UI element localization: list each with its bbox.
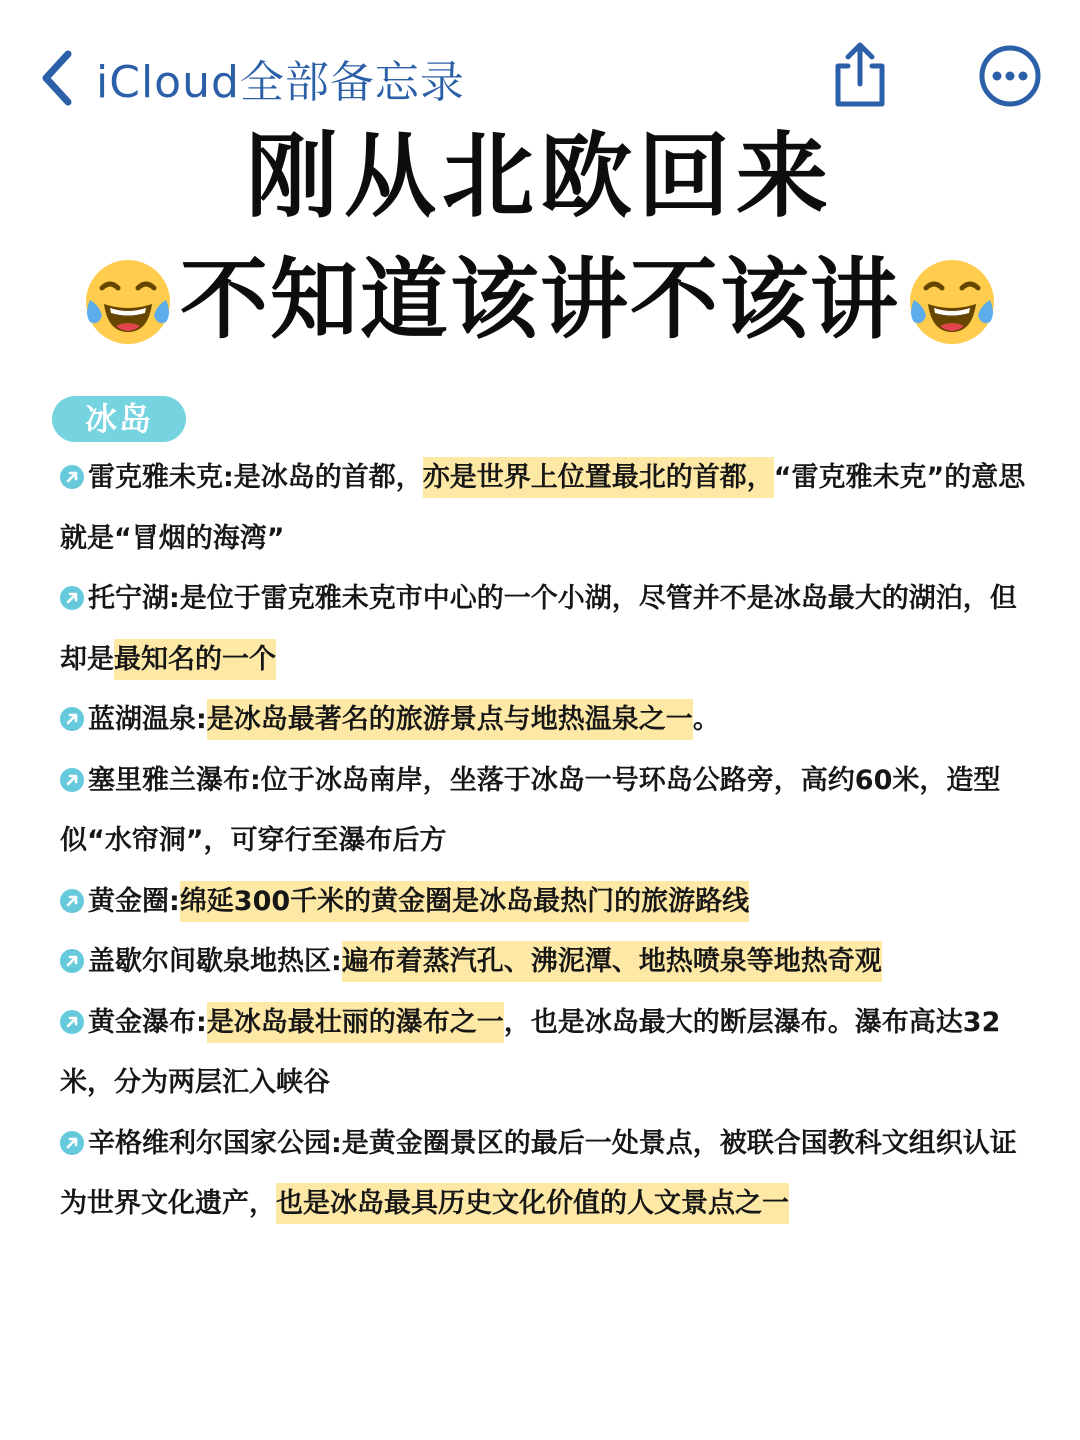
item-text: 黄金圈: [88,885,180,917]
item-highlight: 亦是世界上位置最北的首都， [423,457,774,498]
item-highlight: 是冰岛最壮丽的瀑布之一 [207,1002,504,1043]
item-text-tail: ，也是冰岛最大的断层瀑布。瀑布高达32米，分为两层汇入峡谷 [60,1006,1001,1098]
item-text: 蓝湖温泉: [88,704,207,735]
arrow-up-right-icon [60,586,84,610]
title-line-1: 刚从北欧回来 [245,123,834,230]
item-highlight: 遍布着蒸汽孔、沸泥潭、地热喷泉等地热奇观 [342,941,882,982]
item-highlight: 最知名的一个 [114,639,276,680]
item-text: 盖歇尔间歇泉地热区: [88,946,342,977]
title-line-2-row [0,248,1080,352]
item-text: 黄金瀑布: [88,1006,207,1038]
list-item [60,872,1028,933]
note-item-list [60,448,1028,1235]
item-text: 托宁湖:是位于雷克雅未克市中心的一个小湖，尽管并不是冰岛最大的湖泊，但却是 [60,583,1017,675]
section-label-iceland: 冰岛 [52,396,186,442]
item-highlight: 也是冰岛最具历史文化价值的人文景点之一 [276,1183,789,1224]
back-button[interactable] [40,48,465,108]
list-item [60,690,1028,751]
list-item [60,932,1028,993]
share-button[interactable] [828,40,892,114]
arrow-up-right-icon [60,889,84,913]
share-icon [828,95,892,114]
item-text-tail: 。 [692,704,720,735]
back-label: iCloud全部备忘录 [96,57,465,108]
item-highlight: 绵延300千米的黄金圈是冰岛最热门的旅游路线 [180,881,749,922]
arrow-up-right-icon [60,465,84,489]
arrow-up-right-icon [60,768,84,792]
arrow-up-right-icon [60,707,84,731]
list-item [60,993,1028,1114]
arrow-up-right-icon [60,949,84,973]
face-with-tears-of-joy-icon [904,252,1000,348]
item-text-tail: “雷克雅未克”的意思就是“冒烟的海湾” [60,462,1026,554]
face-with-tears-of-joy-icon [80,252,176,348]
list-item [60,569,1028,690]
arrow-up-right-icon [60,1131,84,1155]
chevron-left-icon [40,50,74,106]
list-item [60,751,1028,872]
item-text: 辛格维利尔国家公园:是黄金圈景区的最后一处景点，被联合国教科文组织认证为世界文化遗产， [60,1127,1017,1219]
arrow-up-right-icon [60,1010,84,1034]
more-button[interactable] [978,44,1042,112]
title-line-2: 不知道该讲不该讲 [179,248,900,351]
item-text: 雷克雅未克:是冰岛的首都， [88,462,423,493]
ellipsis-circle-icon [978,93,1042,112]
list-item [60,448,1028,569]
item-highlight: 是冰岛最著名的旅游景点与地热温泉之一 [207,699,693,740]
item-text: 塞里雅兰瀑布:位于冰岛南岸，坐落于冰岛一号环岛公路旁，高约60米，造型似“水帘洞”，可穿行至瀑布后方 [60,764,1001,856]
list-item [60,1114,1028,1235]
